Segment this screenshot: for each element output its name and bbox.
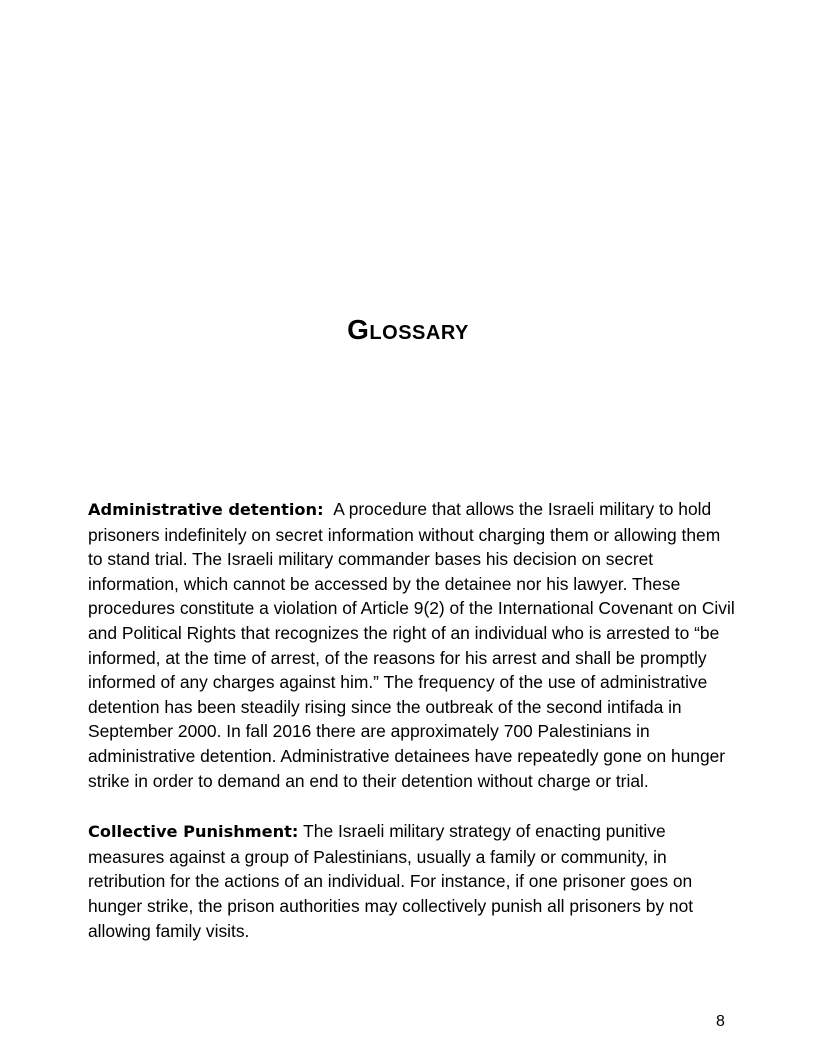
page-title: Glossary: [347, 314, 469, 345]
glossary-definition: A procedure that allows the Israeli military to hold prisoners indefinitely on secret information without charging them or allowing them to stand trial. The Israeli military commander bases his decision on secret information, which cannot be accessed by the detainee nor his lawyer. These procedures constitute a violation of Article 9(2) of the International Covenant on Civil and Political Rights that recognizes the right of an individual who is arrested to “be informed, at the time of arrest, of the reasons for his arrest and shall be promptly informed of any charges against him.” The frequency of the use of administrative detention has been steadily rising since the outbreak of the second intifada in September 2000. In fall 2016 there are approximately 700 Palestinians in administrative detention. Administrative detainees have repeatedly gone on hunger strike in order to demand an end to their detention without charge or trial.: [88, 499, 735, 791]
glossary-list: [88, 497, 736, 969]
glossary-entry-collective-punishment: [88, 819, 736, 943]
glossary-term: Administrative detention:: [88, 500, 324, 519]
page-number: 8: [716, 1013, 725, 1030]
glossary-term: Collective Punishment:: [88, 822, 299, 842]
glossary-definition: The Israeli military strategy of enacting punitive measures against a group of Palestinians, usually a family or community, in retribution for the actions of an individual. For instance, if one prisoner goes on hunger strike, the prison authorities may collectively punish all prisoners by not allowing family visits.: [88, 821, 694, 941]
glossary-entry-administrative-detention: [88, 497, 736, 793]
